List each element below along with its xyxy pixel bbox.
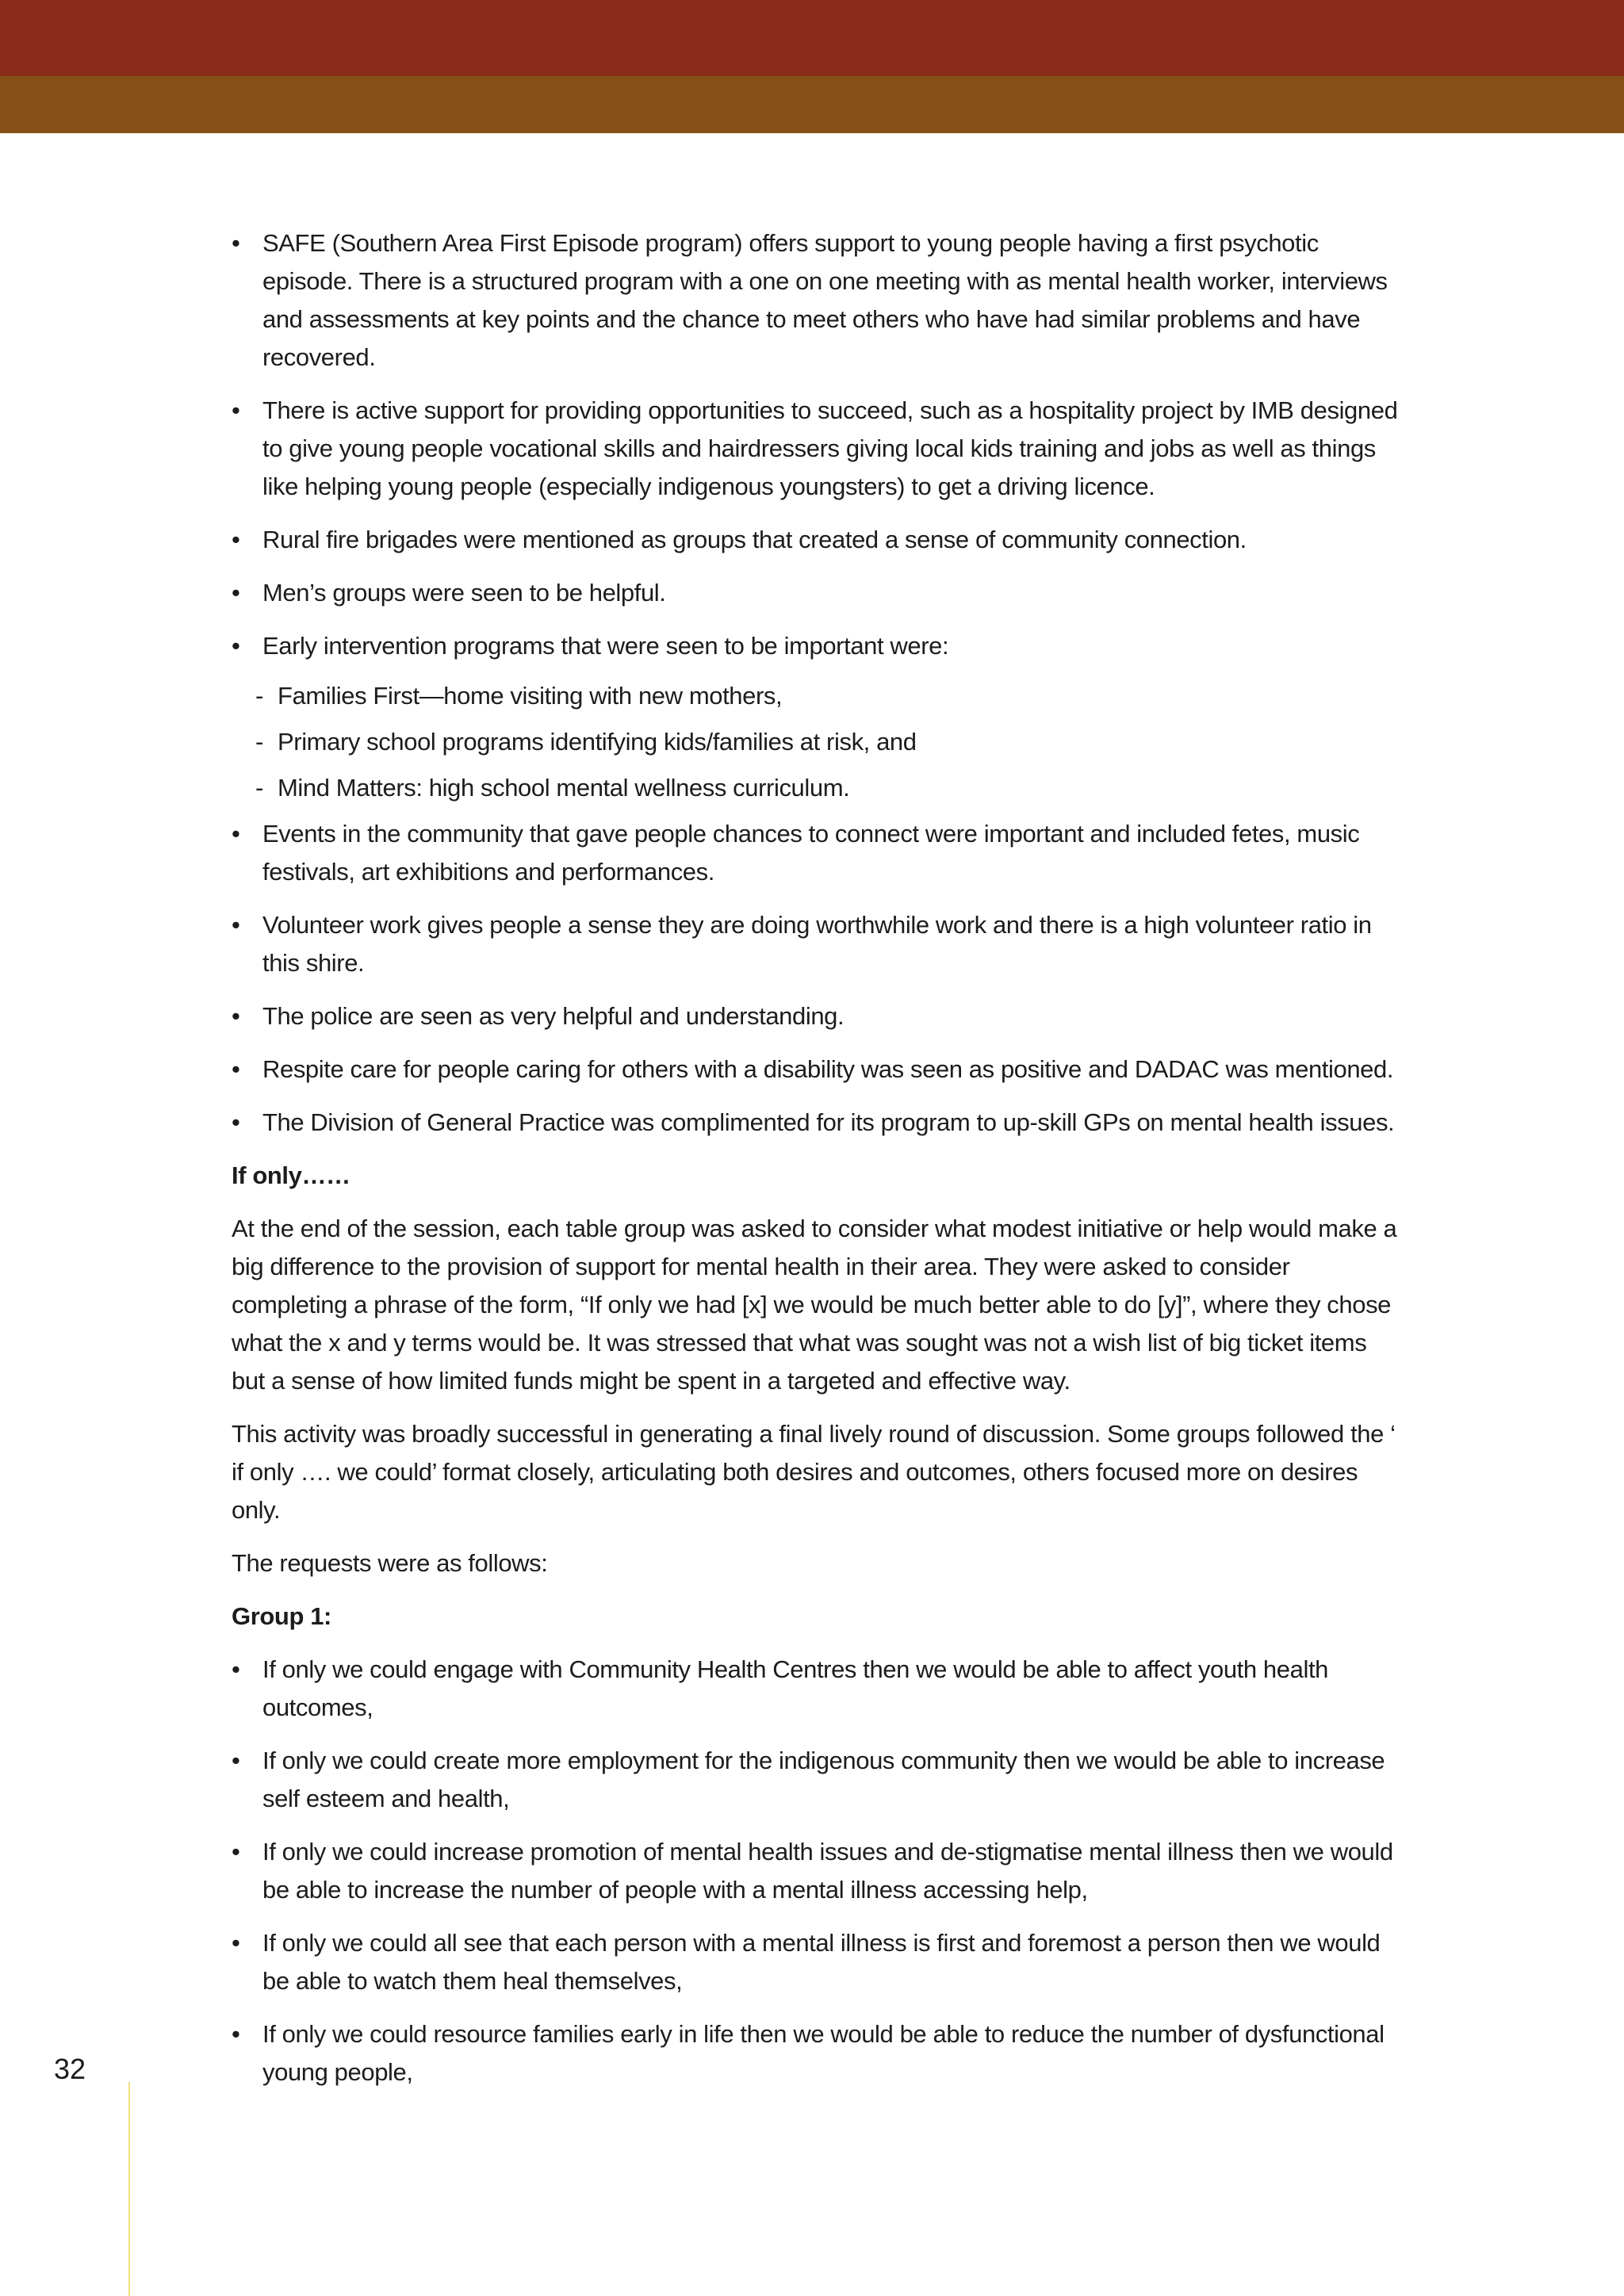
if-only-heading: If only…… bbox=[232, 1161, 350, 1189]
list-item: • If only we could all see that each person with a mental illness is first and foremost a person then we would be able to watch them heal themselves, bbox=[232, 1924, 1399, 2000]
group-1-list bbox=[232, 1651, 1399, 2091]
list-item: • Respite care for people caring for others with a disability was seen as positive and DADAC was mentioned. bbox=[232, 1050, 1399, 1089]
group-1-heading: Group 1: bbox=[232, 1602, 331, 1630]
list-item: • The Division of General Practice was complimented for its program to up-skill GPs on mental health issues. bbox=[232, 1104, 1399, 1142]
early-intervention-sublist bbox=[232, 677, 1399, 807]
list-item: • There is active support for providing opportunities to succeed, such as a hospitality project by IMB designed to give young people vocational skills and hairdressers giving local kids training and jobs as well as things like helping young people (especially indigenous youngsters) to get a driving licence. bbox=[232, 392, 1399, 506]
list-item: • If only we could increase promotion of mental health issues and de-stigmatise mental illness then we would be able to increase the number of people with a mental illness accessing help, bbox=[232, 1833, 1399, 1909]
list-item: • Events in the community that gave people chances to connect were important and included fetes, music festivals, art exhibitions and performances. bbox=[232, 815, 1399, 891]
page-number: 32 bbox=[54, 2053, 86, 2085]
list-item: • Men’s groups were seen to be helpful. bbox=[232, 574, 1399, 612]
if-only-paragraph-1: At the end of the session, each table group was asked to consider what modest initiative or help would make a big difference to the provision of support for mental health in their area. They were asked to consider completing a phrase of the form, “If only we had [x] we would be much better able to do [y]”, where they chose what the x and y terms would be. It was stressed that what was sought was not a wish list of big ticket items but a sense of how limited funds might be spent in a targeted and effective way. bbox=[232, 1215, 1397, 1395]
list-item: • Rural fire brigades were mentioned as groups that created a sense of community connection. bbox=[232, 521, 1399, 559]
list-item-early-intervention bbox=[232, 627, 1399, 665]
page-content bbox=[232, 224, 1399, 2107]
support-bullet-list bbox=[232, 224, 1399, 665]
sub-list-item: - Primary school programs identifying kids/families at risk, and bbox=[232, 723, 1399, 761]
sub-list-item: - Mind Matters: high school mental wellness curriculum. bbox=[232, 769, 1399, 807]
community-bullet-list bbox=[232, 815, 1399, 1142]
list-item-text: Early intervention programs that were seen to be important were: bbox=[262, 632, 949, 660]
margin-rule bbox=[128, 2082, 130, 2296]
list-item: • Volunteer work gives people a sense they are doing worthwhile work and there is a high volunteer ratio in this shire. bbox=[232, 906, 1399, 982]
list-item: • The police are seen as very helpful and understanding. bbox=[232, 997, 1399, 1035]
list-item: • If only we could engage with Community Health Centres then we would be able to affect youth health outcomes, bbox=[232, 1651, 1399, 1727]
if-only-paragraph-2: This activity was broadly successful in generating a final lively round of discussion. Some groups followed the ‘ if only …. we could’ format closely, articulating both desires and outcomes, others focused more on desires only. bbox=[232, 1420, 1396, 1524]
if-only-paragraph-3: The requests were as follows: bbox=[232, 1549, 548, 1577]
sub-list-item: - Families First—home visiting with new mothers, bbox=[232, 677, 1399, 715]
list-item: • If only we could resource families early in life then we would be able to reduce the number of dysfunctional young people, bbox=[232, 2015, 1399, 2091]
header-band-top bbox=[0, 0, 1624, 76]
list-item: • If only we could create more employment for the indigenous community then we would be able to increase self esteem and health, bbox=[232, 1742, 1399, 1818]
header-band-bottom bbox=[0, 76, 1624, 133]
list-item: • SAFE (Southern Area First Episode program) offers support to young people having a first psychotic episode. There is a structured program with a one on one meeting with as mental health worker, interviews and assessments at key points and the chance to meet others who have had similar problems and have recovered. bbox=[232, 224, 1399, 377]
